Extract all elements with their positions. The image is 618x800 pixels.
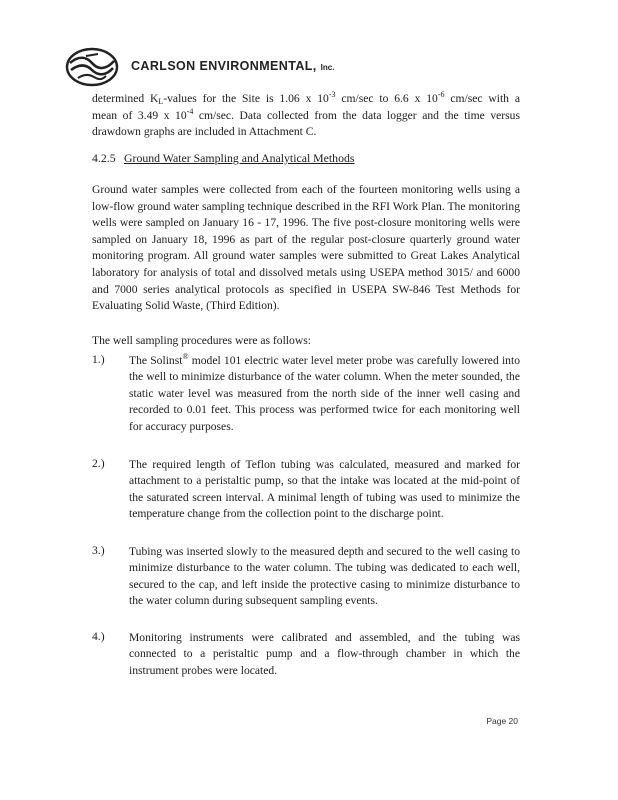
intro-line-2: mean of 3.49 x $10^{-4}$ cm/sec. Data collected from the data logger and the time versus (92, 106, 520, 122)
section-heading (92, 151, 354, 166)
step-label: 2.) (92, 457, 105, 470)
step-text: Tubing was inserted slowly to the measured depth and secured to the well casing to minimize disturbance to the water column. The tubing was dedicated to each well, secured to the cap, and left inside the protective casing to minimize disturbance to the water column during subsequent sampling events. (129, 545, 520, 608)
company-logo-icon (64, 46, 120, 88)
step-label: 1.) (92, 353, 105, 366)
intro-line-1: determined $K_L$-values for the Site is 1.06 x $10^{-3}$ cm/sec to 6.6 x $10^{-6}$ cm/sec with a (92, 90, 520, 106)
step-text: The required length of Teflon tubing was calculated, measured and marked for attachment to a peristaltic pump, so that the intake was located at the mid-point of the saturated screen interval. A minimal length of tubing was used to minimize the temperature change from the collection point to the discharge point. (129, 458, 520, 521)
page-number: Page 20 (486, 716, 518, 726)
step-label: 3.) (92, 544, 105, 557)
step-text: The Solinst® model 101 electric water level meter probe was carefully lowered into the well to minimize disturbance of the water column. When the meter sounded, the static water level was measured from the north side of the inner well casing and recorded to 0.01 feet. This process was performed twice for each monitoring well for accuracy purposes. (129, 352, 520, 433)
sampling-paragraph: Ground water samples were collected from each of the fourteen monitoring wells using a low-flow ground water sampling technique described in the RFI Work Plan. The monitoring wells were sampled on January 16 - 17, 1996. The five post-closure monitoring wells were sampled on January 18, 1996 as part of the regular post-closure quarterly ground water monitoring program. All ground water samples were submitted to Great Lakes Analytical laboratory for analysis of total and dissolved metals using USEPA method 3015/ and 6000 and 7000 series analytical protocols as specified in USEPA SW-846 Test Methods for Evaluating Solid Waste, (Third Edition). (92, 183, 520, 313)
section-title: Ground Water Sampling and Analytical Methods (124, 151, 355, 165)
company-suffix: Inc. (320, 63, 335, 72)
procedures-intro: The well sampling procedures were as follows: (92, 334, 311, 347)
step-text: Monitoring instruments were calibrated and assembled, and the tubing was connected to a peristaltic pump and a flow-through chamber in which the instrument probes were located. (129, 631, 520, 677)
section-number: 4.2.5 (92, 151, 116, 165)
company-name: CARLSON ENVIRONMENTAL, Inc. (131, 59, 335, 73)
intro-line-3: drawdown graphs are included in Attachment C. (92, 125, 317, 139)
step-label: 4.) (92, 630, 105, 643)
intro-paragraph (92, 91, 520, 141)
